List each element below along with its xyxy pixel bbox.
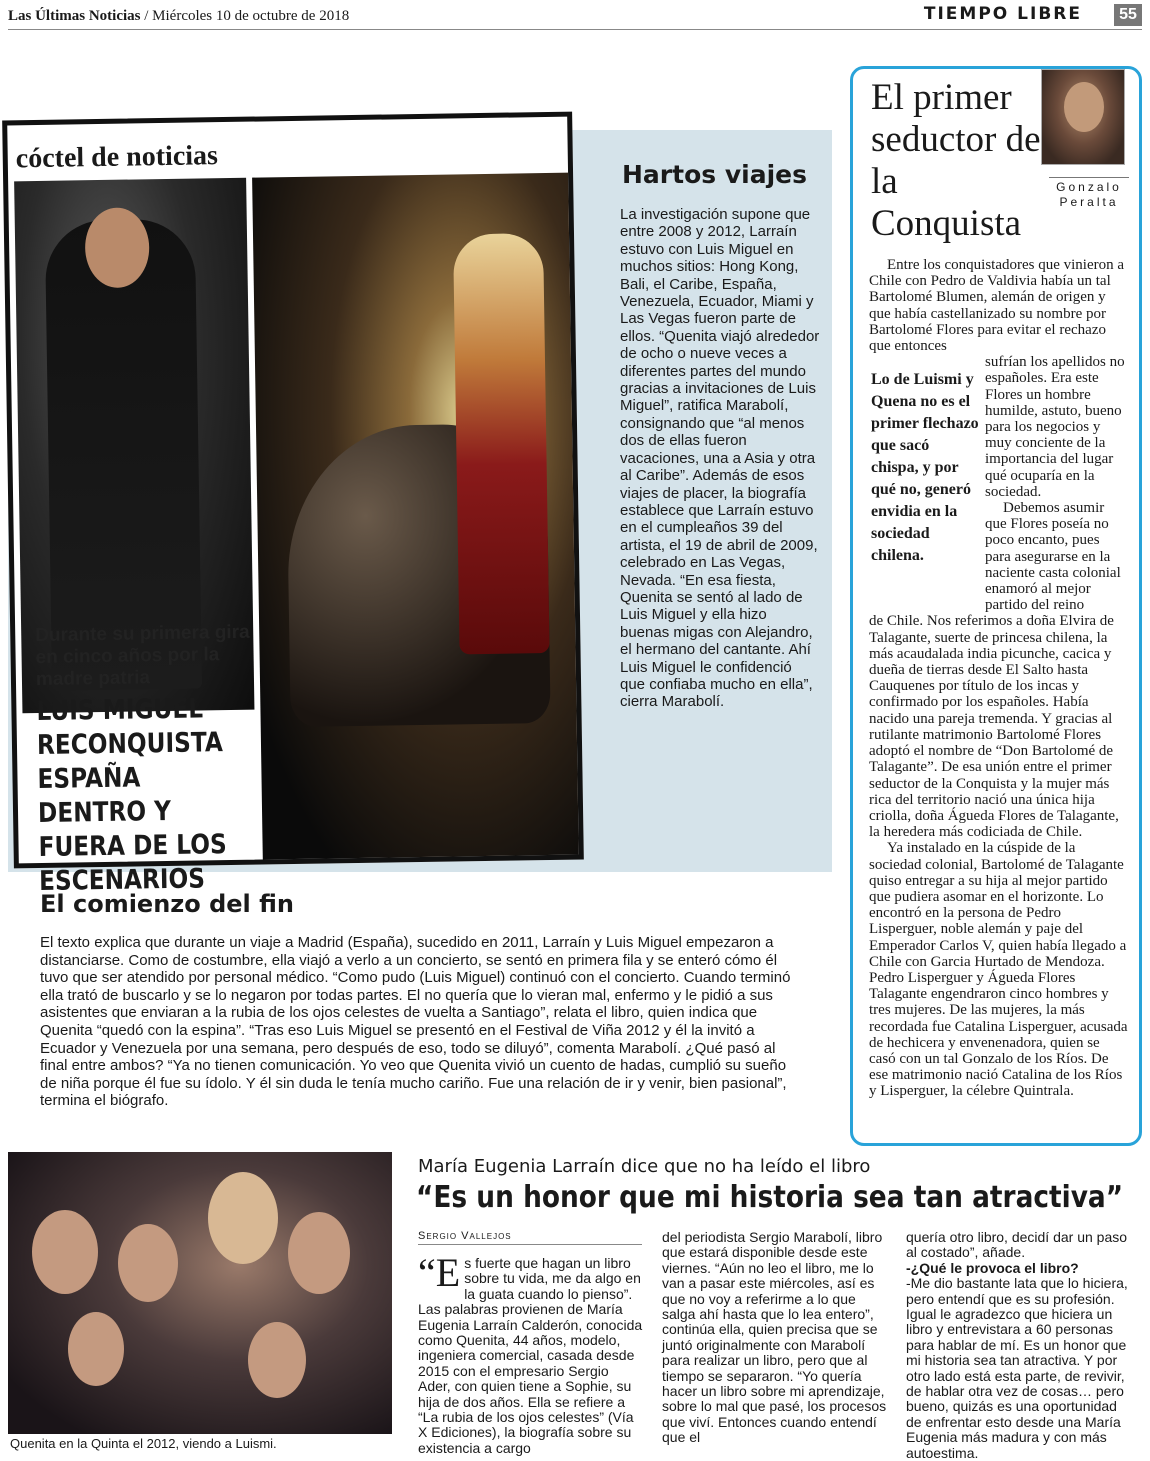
page-header (8, 4, 1142, 30)
page-number: 55 (1114, 4, 1142, 26)
publication-name: Las Últimas Noticias (8, 8, 141, 24)
interview-kicker: María Eugenia Larraín dice que no ha leído el libro (418, 1156, 871, 1177)
singer-figure (45, 219, 202, 691)
column-text (869, 257, 1129, 1100)
opinion-column (850, 66, 1142, 1146)
hartos-viajes-title: Hartos viajes (622, 160, 807, 189)
interview-col-3a: quería otro libro, decidí dar un paso al costado”, añade. (906, 1229, 1128, 1261)
interview-question: -¿Qué le provoca el libro? (906, 1259, 1079, 1276)
interview-col-3b: -Me dio bastante lata que lo hiciera, pero entendí que es su profesión. Igual le agradezco que hiciera un libro y entrevistara a 60 personas para hablar de mí. Es un honor que mi historia sea tan atractiva. Y por otro lado está esta parte, de revivir, de hablar otra vez de cosas… pero bueno, quizás es una oportunidad de enfrentar esto desde una María Eugenia más madura y con más autoestima. (906, 1275, 1128, 1461)
interview-headline: “Es un honor que mi historia sea tan atractiva” (416, 1180, 1124, 1215)
publication-line (8, 8, 349, 25)
column-title: El primer seductor de la Conquista (871, 77, 1041, 244)
author-head (1064, 82, 1104, 132)
clipping-caption: Durante su primera gira en cinco años por la madre patria (35, 621, 250, 691)
comienzo-title: El comienzo del fin (40, 890, 295, 918)
clipping-photo-couple (252, 173, 579, 860)
column-narrow-1: sufrían los apellidos no españoles. Era este Flores un hombre humilde, astuto, bueno para los negocios y muy conciente de la importancia del lugar qué ocuparía en la sociedad. (985, 354, 1125, 500)
interview-col-2: del periodista Sergio Marabolí, libro que estará disponible desde este viernes. “Aún no leo el libro, me lo van a pasar este miércoles, así es que no voy a referirme a lo que salga ahí hasta que lo lea entero”, continúa ella, quien precisa que se juntó originalmente con Marabolí para realizar un libro, pero que al tiempo se separaron. “Yo quería hacer un libro sobre mi aprendizaje, sobre lo mal que pasé, los procesos que viví. Entonces cuando entendí que el (662, 1229, 887, 1446)
woman-figure (453, 233, 550, 654)
crowd-photo-caption: Quenita en la Quinta el 2012, viendo a Luismi. (10, 1436, 277, 1451)
crowd-face (118, 1224, 178, 1302)
dropcap: “E (418, 1250, 461, 1295)
section-name: TIEMPO LIBRE (923, 4, 1082, 24)
crowd-face (208, 1172, 278, 1264)
clipping-title: cóctel de noticias (15, 140, 219, 175)
column-intro: Entre los conquistadores que vinieron a Chile con Pedro de Valdivia había un tal Bartolomé Blumen, alemán de origen y que había castellanizado su nombre por Bartolomé Flores para evitar el rechazo que entonces (869, 257, 1125, 355)
crowd-face (68, 1312, 124, 1386)
interview-col-1-text: s fuerte que hagan un libro sobre tu vida, me da algo en la guata cuando lo pienso”. Las palabras provienen de María Eugenia Larraín Calderón, conocida como Quenita, 44 años, modelo, ingeniera comercial, casada desde 2015 con el empresario Sergio Ader, con quien tiene a Sophie, su hija de dos años. Ella se refiere a “La rubia de los ojos celestes” (Vía X Ediciones), la biografía sobre su existencia a cargo (418, 1255, 643, 1456)
comienzo-body: El texto explica que durante un viaje a Madrid (España), sucedido en 2011, Larraín y Luis Miguel empezaron a distanciarse. Como de costumbre, ella viajó a verlo a un concierto, se sentó en primera fila y se enteró cómo él tuvo que ser atendido por personal médico. “Como pudo (Luis Miguel) continuó con el concierto. Cuando terminó ella trató de buscarlo y se lo negaron por todas partes. El no quería que lo vieran mal, enfermo y le pidió a sus asistentes que enviaran a la rubia de los ojos celestes de vuelta a Santiago”, relata el libro, quien indica que Quenita “quedó con la espina”. “Tras eso Luis Miguel se presentó en el Festival de Viña 2012 y él la invitó a Ecuador y Venezuela por una semana, pero después de eso, todo se diluyó”, comenta Marabolí. ¿Qué pasó al final entre ambos? “Ya no tienen comunicación. Yo veo que Quenita vivió un cuento de hadas, cumplió su sueño de niña porque él fue su ídolo. Y él sin duda le tenía mucho cariño. Fue una relación de ir y venir, bien pasional”, termina el biógrafo. (40, 934, 791, 1110)
column-narrow-2: Debemos asumir que Flores poseía no poco encanto, pues para asegurarse en la naciente casta colonial enamoró al mejor partido del reino (985, 500, 1121, 614)
crowd-face (248, 1322, 306, 1398)
crowd-face (288, 1212, 350, 1294)
column-p3: Ya instalado en la cúspide de la sociedad colonial, Bartolomé de Talagante quiso entregar a su hija al mejor partido que pudiera asomar en el horizonte. Lo encontró en la persona de Pedro Lisperguer, noble alemán y paje del Emperador Carlos V, quien había llegado a Chile con Garcia Hurtado de Mendoza. Pedro Lisperguer y Águeda Flores Talagante engendraron cinco hombres y tres mujeres. De las mujeres, la más recordada fue Catalina Lisperguer, acusada de hechicera y envenenadora, quien se casó con un tal Gonzalo de los Ríos. De ese matrimonio nació Catalina de los Ríos y Lisperguer, la célebre Quintrala. (869, 840, 1128, 1100)
hartos-viajes-body: La investigación supone que entre 2008 y 2012, Larraín estuvo con Luis Miguel en muchos sitios: Hong Kong, Bali, el Caribe, España, Venezuela, Ecuador, Miami y Las Vegas fueron parte de ellos. “Quenita viajó alrededor de ocho o nueve veces a diferentes partes del mundo gracias a invitaciones de Luis Miguel”, ratifica Marabolí, consignando que “al menos dos de ellas fueron vacaciones, una a Asia y otra al Caribe”. Además de esos viajes de placer, la biografía establece que Larraín estuvo en el cumpleaños 39 del artista, el 19 de abril de 2009, celebrado en Las Vegas, Nevada. “En esa fiesta, Quenita se sentó al lado de Luis Miguel y ella hizo buenas migas con Alejandro, el hermano del cantante. Ahí Luis Miguel le confidenció que confiaba mucho en ella”, cierra Marabolí. (620, 206, 820, 711)
newspaper-clipping (2, 112, 584, 898)
clipping-headline: LUIS MIGUEL RECONQUISTA ESPAÑA DENTRO Y FUERA DE LOS ESCENARIOS (36, 693, 227, 898)
interview-col-3 (906, 1230, 1132, 1461)
interview-byline: Sergio Vallejos (418, 1230, 642, 1245)
interview-col-1 (418, 1250, 644, 1456)
column-author: Gonzalo Peralta (1049, 177, 1129, 210)
crowd-face (32, 1210, 98, 1294)
column-p2-rest: de Chile. Nos referimos a doña Elvira de Talagante, suerte de princesa chilena, la más acaudalada india picunche, cacica y dueña de tierras desde El Salto hasta Cauquenes por título de los incas y confirmado por los españoles. Había nacido una pareja tremenda. Y gracias al rutilante matrimonio Bartolomé Flores adoptó el nombre de “Don Bartolomé de Talagante”. De esa unión entre el primer seductor de la Conquista y la mujer más rica del territorio nació una única hija criolla, doña Águeda Flores de Talagante, la heredera más codiciada de Chile. (869, 613, 1119, 841)
crowd-photo (8, 1152, 392, 1434)
publication-date: / Miércoles 10 de octubre de 2018 (140, 8, 350, 24)
author-photo (1041, 69, 1125, 165)
column-pullquote: Lo de Luismi y Quena no es el primer flechazo que sacó chispa, y por qué no, generó envidia en la sociedad chilena. (871, 371, 979, 564)
